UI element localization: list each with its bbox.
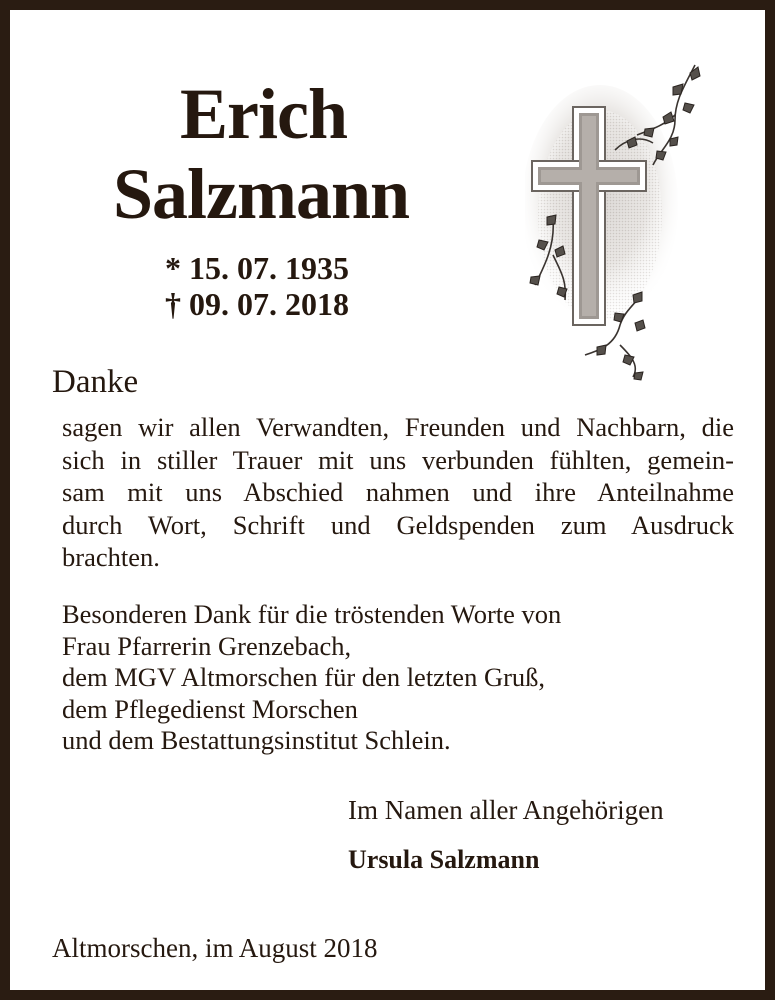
signature-line: Im Namen aller Angehörigen — [348, 795, 664, 825]
first-name: Erich — [180, 74, 347, 154]
paragraph-line: dem Pflegedienst Morschen — [62, 693, 358, 724]
paragraph-line: Frau Pfarrerin Grenzebach, — [62, 630, 352, 661]
paragraph-line: brachten. — [62, 542, 160, 572]
paragraph-line: Besonderen Dank für die tröstenden Worte von — [62, 599, 562, 629]
paragraph-line: dem MGV Altmorschen für den letzten Gruß, — [62, 662, 546, 692]
signature-name: Ursula Salzmann — [348, 845, 540, 874]
birth-date: * 15. 07. 1935 — [165, 250, 349, 286]
paragraph-line: sagen wir allen Verwandten, Freunden und Nachbarn, die — [62, 412, 734, 442]
paragraph-line: und dem Bestattungsinstitut Schlein. — [62, 725, 451, 755]
thanks-heading: Danke — [52, 364, 139, 400]
paragraph-line: durch Wort, Schrift und Geldspenden zum Ausdruck — [62, 509, 734, 540]
cross-with-ivy-icon — [525, 55, 705, 385]
paragraph-line: sich in stiller Trauer mit uns verbunden fühlten, gemein- — [62, 444, 734, 475]
place-and-date: Altmorschen, im August 2018 — [52, 933, 378, 963]
last-name: Salzmann — [113, 154, 410, 234]
death-date: † 09. 07. 2018 — [165, 286, 349, 322]
thanks-paragraph — [62, 411, 734, 574]
paragraph-line: sam mit uns Abschied nahmen und ihre Anteilnahme — [62, 477, 734, 507]
special-thanks-paragraph — [62, 599, 561, 757]
